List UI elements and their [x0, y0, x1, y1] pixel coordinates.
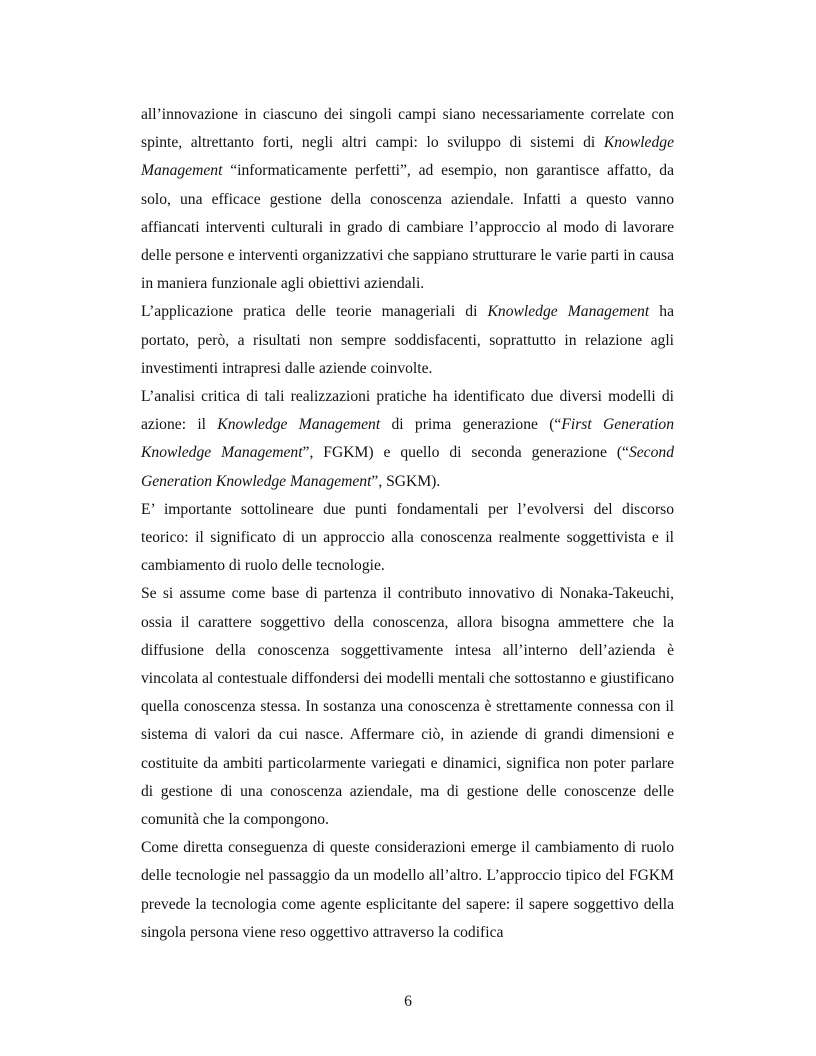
- paragraph: [141, 834, 674, 947]
- text-run: di prima generazione (“: [380, 416, 562, 434]
- text-run: “informaticamente perfetti”, ad esempio, non garantisce affatto, da solo, una efficace gestione della conoscenza aziendale. Infatti a questo vanno affiancati interventi culturali in grado di cambiare l’approccio al modo di lavorare delle persone e interventi organizzativi che sappiano strutturare le varie parti in causa in maniera funzionale agli obiettivi aziendali.: [141, 162, 674, 293]
- text-run: Come diretta conseguenza di queste considerazioni emerge il cambiamento di ruolo delle tecnologie nel passaggio da un modello all’altro. L’approccio tipico del FGKM prevede la tecnologia come agente esplicitante del sapere: il sapere soggettivo della singola persona viene reso oggettivo attraverso la codifica: [141, 839, 674, 941]
- paragraph: [141, 580, 674, 834]
- italic-term: First Generation Knowledge Management: [141, 416, 674, 462]
- page-number: 6: [404, 993, 412, 1010]
- body-text: [141, 101, 674, 947]
- paragraph: [141, 101, 674, 298]
- text-run: Se si assume come base di partenza il contributo innovativo di Nonaka-Takeuchi, ossia il carattere soggettivo della conoscenza, allora bisogna ammettere che la diffusione della conoscenza soggettivamente intesa all’interno dell’azienda è vincolata al contestuale diffondersi dei modelli mentali che sottostanno e giustificano quella conoscenza stessa. In sostanza una conoscenza è strettamente connessa con il sistema di valori da cui nasce. Affermare ciò, in aziende di grandi dimensioni e costituite da ambiti particolarmente variegati e dinamici, significa non poter parlare di gestione di una conoscenza aziendale, ma di gestione delle conoscenze delle comunità che la compongono.: [141, 585, 674, 829]
- paragraph: [141, 383, 674, 496]
- paragraph: [141, 298, 674, 383]
- italic-term: Second Generation Knowledge Management: [141, 444, 674, 490]
- italic-term: Knowledge Management: [217, 416, 381, 434]
- text-run: ha portato, però, a risultati non sempre soddisfacenti, soprattutto in relazione agli investimenti intrapresi dalle aziende coinvolte.: [141, 303, 675, 377]
- text-run: ”, SGKM).: [371, 472, 441, 490]
- text-run: L’applicazione pratica delle teorie manageriali di: [141, 303, 488, 321]
- text-run: E’ importante sottolineare due punti fondamentali per l’evolversi del discorso teorico: il significato di un approccio alla conoscenza realmente soggettivista e il cambiamento di ruolo delle tecnologie.: [141, 500, 674, 575]
- text-run: L’analisi critica di tali realizzazioni pratiche ha identificato due diversi modelli di azione: il: [141, 388, 674, 434]
- paragraph: [141, 496, 674, 581]
- text-run: all’innovazione in ciascuno dei singoli campi siano necessariamente correlate con spinte, altrettanto forti, negli altri campi: lo sviluppo di sistemi di: [141, 106, 674, 152]
- italic-term: Knowledge Management: [141, 134, 674, 180]
- text-run: ”, FGKM) e quello di seconda generazione (“: [302, 444, 629, 462]
- italic-term: Knowledge Management: [487, 303, 650, 321]
